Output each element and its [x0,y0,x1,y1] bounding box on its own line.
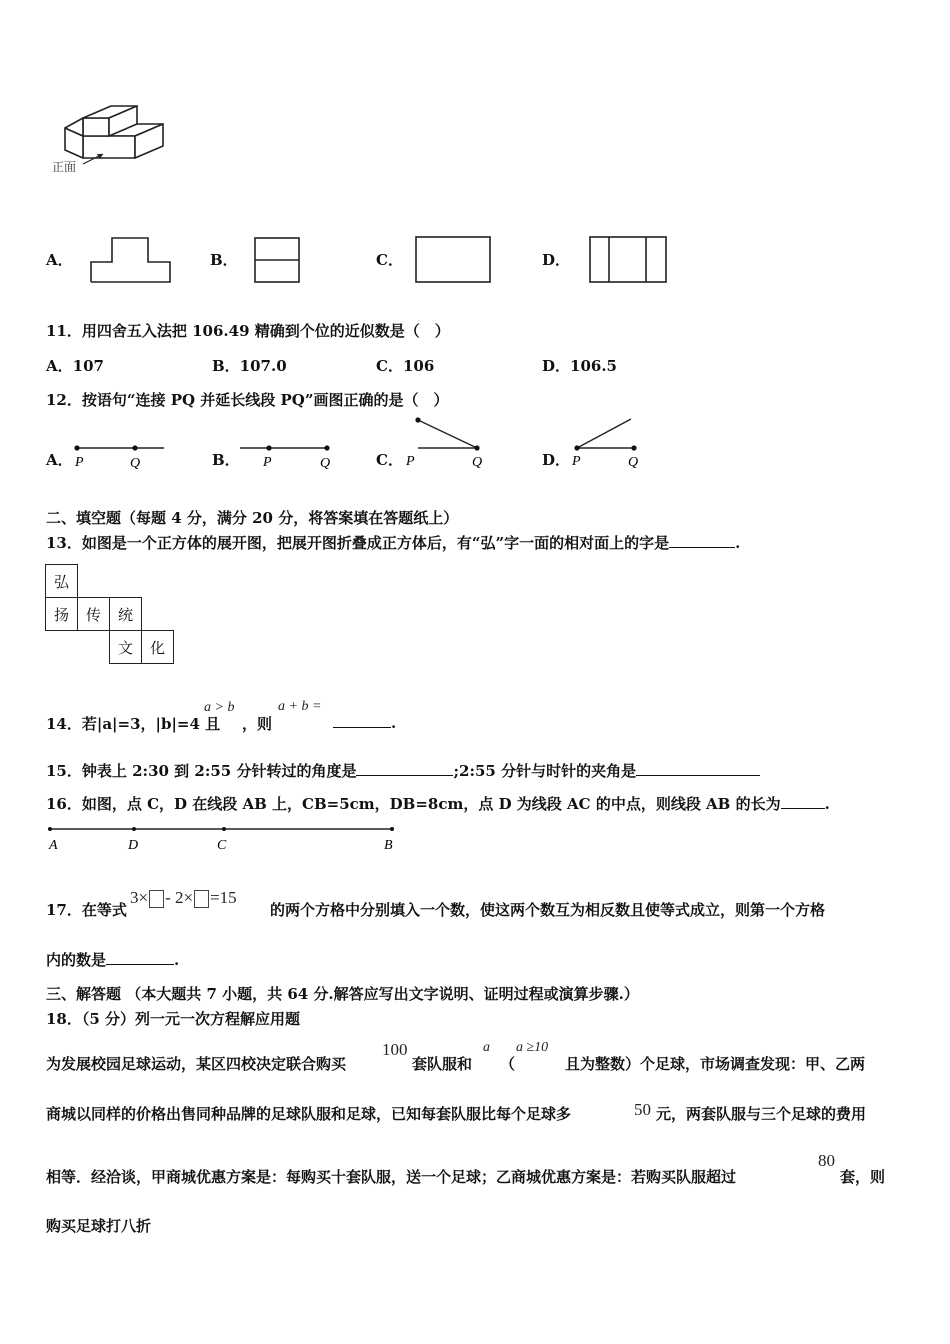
q18-line2a: 商城以同样的价格出售同种品牌的足球队服和足球，已知每套队服比每个足球多 [46,1105,572,1123]
q17-eq-part-b: - 2× [165,888,194,907]
q13-stem-row [46,532,740,553]
q18-paren-open: （ [500,1055,516,1073]
q13-answer-blank [669,533,735,548]
q18-line3b: 套，则 [840,1168,886,1186]
q14-answer-blank [333,713,391,728]
q12-option-d-label: D． [542,451,571,469]
q17-equation [130,888,237,908]
q11-option-c: C．106 [376,357,435,375]
q17-answer-blank [106,950,174,965]
q18-line1a: 为发展校园足球运动，某区四校决定联合购买 [46,1055,347,1073]
q18-line4: 购买足球打八折 [46,1217,152,1235]
q10-option-d-figure [587,234,669,286]
q10-option-c-figure [413,234,493,286]
q18-line3a: 相等．经洽谈，甲商城优惠方案是：每购买十套队服，送一个足球；乙商城优惠方案是：若购买队服超过 [46,1168,737,1186]
q14-prefix: 14．若|a|=3，|b|=4 且 [46,715,221,733]
q17-prefix: 17．在等式 [46,901,127,919]
q14-expression: a + b = [278,699,322,714]
net-cell-yang: 扬 [46,598,78,631]
q17-suffix: 的两个方格中分别填入一个数，使这两个数互为相反数且使等式成立，则第一个方格 [270,901,826,919]
net-cell-tong: 统 [110,598,142,631]
q12-option-d-figure [567,414,667,472]
q14-end: . [391,714,397,732]
q12-b-label-p: P [263,455,272,470]
q10-option-a-figure [88,234,176,286]
q14-answer-row [333,713,396,732]
q18-num-100: 100 [382,1040,408,1059]
q17-eq-part-a: 3× [130,888,149,907]
q16-answer-blank [781,794,825,809]
q12-c-label-p: P [406,454,415,469]
q16-segment-figure [44,820,400,856]
q18-title: 18．（5 分）列一元一次方程解应用题 [46,1010,301,1028]
q12-d-label-q: Q [628,455,639,470]
q15-part1: 15．钟表上 2:30 到 2:55 分针转过的角度是 [46,762,357,780]
q11-option-d: D．106.5 [542,357,617,375]
q14-mid: ，则 [242,715,273,733]
q12-a-label-p: P [75,455,84,470]
q15-part2: ;2:55 分针与时针的夹角是 [453,762,637,780]
q18-num-50: 50 [634,1100,651,1119]
q12-option-c-figure [400,414,500,472]
q18-condition: a ≥10 [516,1040,549,1055]
q18-line1c: 且为整数）个足球，市场调查发现：甲、乙两 [565,1055,866,1073]
q12-option-a-label: A． [46,451,73,469]
q11-stem: 11．用四舍五入法把 106.49 精确到个位的近似数是（ ） [46,322,450,340]
q10-option-a-label: A． [46,251,73,269]
q12-b-label-q: Q [320,456,331,471]
q16-row [46,793,830,814]
q11-option-b: B．107.0 [212,357,287,375]
q12-option-a-figure [70,436,170,472]
q13-end: . [735,534,741,552]
q10-option-b-figure [253,235,303,285]
q18-var-a: a [483,1040,490,1055]
net-cell-hua: 化 [142,631,174,664]
net-cell-wen: 文 [110,631,142,664]
q12-option-c-label: C． [376,451,403,469]
net-cell-chuan: 传 [78,598,110,631]
q12-c-label-q: Q [472,455,483,470]
q11-option-a: A．107 [46,357,104,375]
q16-label-a: A [49,838,58,853]
q16-end: . [824,795,830,813]
q17-end: . [174,951,180,969]
cube-net [45,564,174,664]
net-cell-hong: 弘 [46,565,78,598]
q17-line2 [46,949,179,970]
front-label: 正面 [52,160,77,174]
q18-line2b: 元，两套队服与三个足球的费用 [656,1105,867,1123]
q17-eq-part-c: =15 [210,888,237,907]
q12-d-label-p: P [572,454,581,469]
q14-condition: a > b [204,700,235,715]
q16-label-b: B [384,838,393,853]
q12-option-b-figure [235,436,335,472]
q17-line2-text: 内的数是 [46,951,107,969]
q12-a-label-q: Q [130,456,141,471]
q16-stem: 16．如图，点 C，D 在线段 AB 上，CB=5cm，DB=8cm，点 D 为线段 AC 的中点，则线段 AB 的长为 [46,795,781,813]
q15-row [46,760,760,781]
q12-stem: 12．按语句“连接 PQ 并延长线段 PQ”画图正确的是（ ） [46,391,449,409]
q10-option-d-label: D． [542,251,571,269]
q10-option-c-label: C． [376,251,403,269]
q16-label-c: C [217,838,227,853]
q18-num-80: 80 [818,1151,835,1170]
q13-stem: 13．如图是一个正方体的展开图，把展开图折叠成正方体后，有“弘”字一面的相对面上的字是 [46,534,670,552]
q15-blank-2 [636,761,760,776]
q12-option-b-label: B． [212,451,240,469]
q17-box-1 [149,890,164,908]
q10-option-b-label: B． [210,251,238,269]
section2-heading: 二、填空题（每题 4 分，满分 20 分，将答案填在答题纸上） [46,509,459,527]
q18-line1b: 套队服和 [412,1055,473,1073]
section3-heading: 三、解答题 （本大题共 7 小题，共 64 分.解答应写出文字说明、证明过程或演算步骤.） [46,985,639,1003]
q16-label-d: D [128,838,139,853]
q17-box-2 [194,890,209,908]
q15-blank-1 [356,761,453,776]
